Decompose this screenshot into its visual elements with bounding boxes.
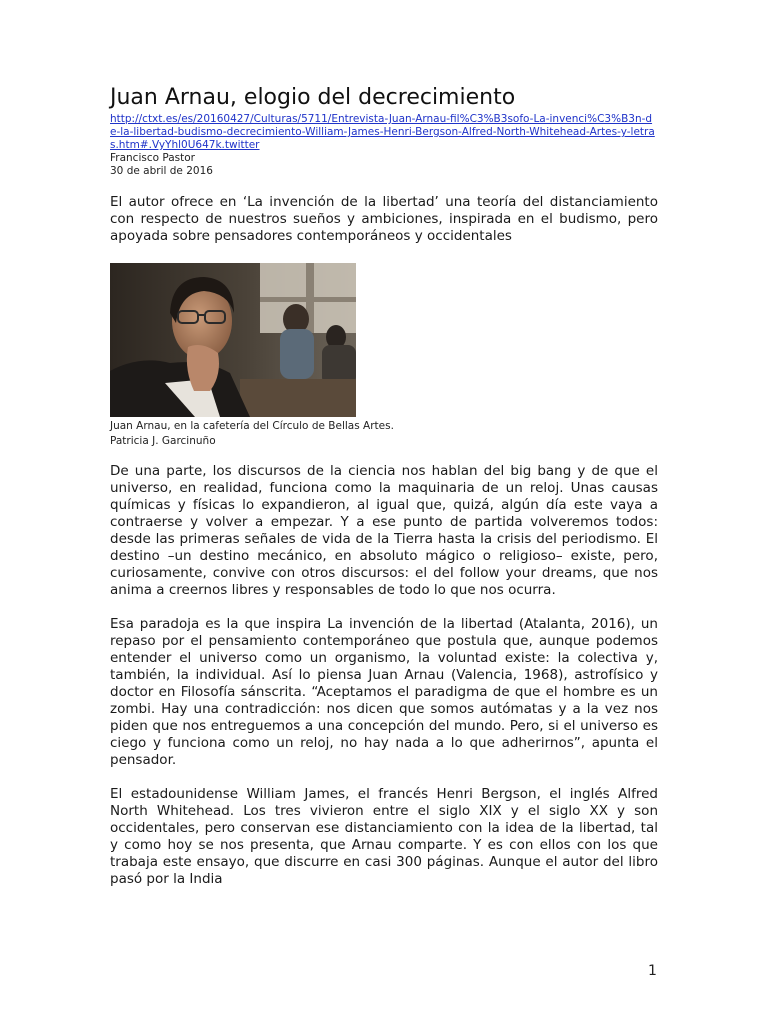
document-page [110, 84, 658, 888]
body-paragraph-1: De una parte, los discursos de la ciencia nos hablan del big bang y de que el universo, en realidad, funciona como la maquinaria de un reloj. Unas causas químicas y físicas lo expandieron, al igual que, quizá, algún día este vaya a contraerse y volver a empezar. Y a ese punto de partida volveremos todos: desde las primeras señales de vida de la Tierra hasta la crisis del periodismo. El destino –un destino mecánico, en absoluto mágico o religioso– existe, pero, curiosamente, convive con otros discursos: el del follow your dreams, que nos anima a creernos libres y responsables de todo lo que nos ocurra. [110, 463, 658, 598]
body-paragraph-3: El estadounidense William James, el francés Henri Bergson, el inglés Alfred North Whitehead. Los tres vivieron entre el siglo XIX y el siglo XX y son occidentales, pero conservan ese distanciamiento con la idea de la libertad, tal y como hoy se nos presenta, que Arnau comparte. Y es con ellos con los que trabaja este ensayo, que discurre en casi 300 páginas. Aunque el autor del libro pasó por la India [110, 786, 658, 887]
body-paragraph-2: Esa paradoja es la que inspira La invención de la libertad (Atalanta, 2016), un repaso por el pensamiento contemporáneo que postula que, aunque podemos entender el universo como un organismo, la voluntad existe: la colectiva y, también, la individual. Así lo piensa Juan Arnau (Valencia, 1968), astrofísico y doctor en Filosofía sánscrita. “Aceptamos el paradigma de que el hombre es un zombi. Hay una contradicción: nos dicen que somos autómatas y a la vez nos piden que nos entreguemos a una concepción del mundo. Pero, si el universo es ciego y funciona como un reloj, no hay nada a lo que adherirnos”, apunta el pensador. [110, 616, 658, 768]
article-lead: El autor ofrece en ‘La invención de la libertad’ una teoría del distanciamiento con respecto de nuestros sueños y ambiciones, inspirada en el budismo, pero apoyada sobre pensadores contemporáneos y occidentales [110, 194, 658, 244]
article-date: 30 de abril de 2016 [110, 165, 213, 177]
article-photo [110, 263, 356, 417]
article-title: Juan Arnau, elogio del decrecimiento [110, 85, 516, 110]
source-link[interactable]: http://ctxt.es/es/20160427/Culturas/5711/Entrevista-Juan-Arnau-fil%C3%B3sofo-La-invenci%C3%B3n-de-la-libertad-budismo-decrecimiento-William-James-Henri-Bergson-Alfred-North-Whitehead-Artes-y-letras.htm#.VyYhl0U647k.twitter [110, 113, 655, 151]
photo-caption: Juan Arnau, en la cafetería del Círculo de Bellas Artes. [110, 420, 394, 432]
article-author: Francisco Pastor [110, 152, 195, 164]
photo-credit: Patricia J. Garcinuño [110, 435, 216, 447]
page-number: 1 [648, 963, 657, 979]
photo-image [110, 263, 356, 417]
